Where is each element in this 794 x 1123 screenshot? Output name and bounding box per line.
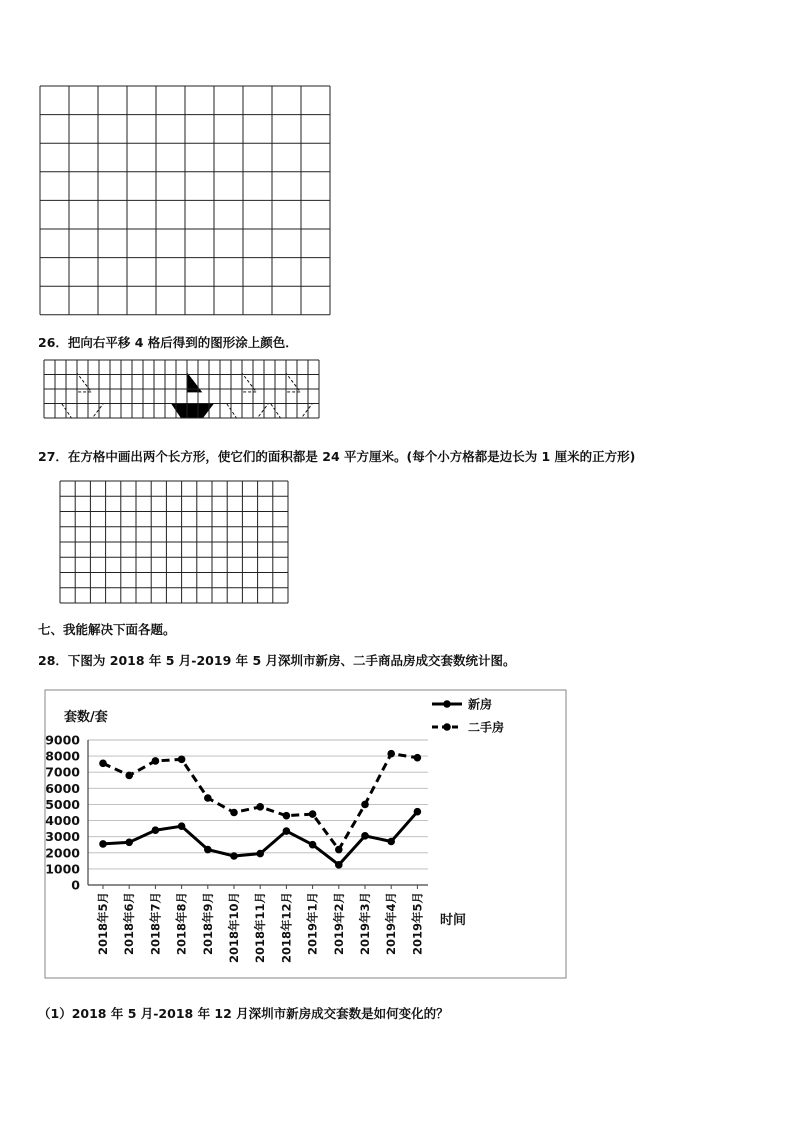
x-tick-label: 2019年5月	[410, 892, 425, 956]
y-tick-label: 2000	[45, 845, 80, 861]
legend-label-2: 二手房	[468, 720, 505, 735]
question-26-text: 26．把向右平移 4 格后得到的图形涂上颜色．	[38, 335, 298, 350]
y-tick-label: 9000	[45, 732, 80, 748]
legend-label-1: 新房	[468, 697, 493, 712]
y-tick-label: 7000	[45, 764, 80, 780]
series-1-point	[361, 832, 369, 840]
series-2-point	[309, 810, 317, 818]
x-tick-label: 2019年4月	[384, 892, 399, 956]
series-2-point	[152, 757, 160, 765]
question-28-text: 28．下图为 2018 年 5 月-2019 年 5 月深圳市新房、二手商品房成交套数统计图。	[38, 653, 516, 668]
series-1-point	[335, 861, 343, 869]
series-1-point	[414, 808, 422, 816]
series-2-point	[204, 794, 212, 802]
y-axis-title: 套数/套	[64, 710, 108, 725]
series-1-point	[178, 822, 186, 830]
x-tick-label: 2018年9月	[200, 892, 215, 956]
y-tick-label: 8000	[45, 748, 80, 764]
legend-marker-2	[443, 723, 451, 731]
y-tick-label: 0	[71, 877, 80, 893]
series-1-point	[99, 840, 107, 848]
y-tick-label: 6000	[45, 780, 80, 796]
series-1-point	[204, 846, 212, 854]
series-2-point	[414, 754, 422, 762]
x-tick-label: 2019年3月	[358, 892, 372, 956]
series-1-point	[387, 838, 395, 846]
series-2-point	[387, 750, 395, 758]
series-1-point	[152, 826, 160, 834]
x-tick-label: 2018年8月	[174, 892, 189, 956]
question-27-text: 27．在方格中画出两个长方形，使它们的面积都是 24 平方厘米。(每个小方格都是边长为 1 厘米的正方形)	[38, 449, 636, 464]
series-1-point	[256, 850, 264, 858]
x-tick-label: 2019年2月	[331, 892, 346, 956]
legend-marker-1	[443, 700, 451, 708]
x-tick-label: 2018年7月	[148, 892, 163, 956]
series-2-point	[178, 756, 186, 764]
series-2-point	[125, 772, 133, 780]
series-1-point	[230, 852, 238, 860]
series-2-point	[361, 801, 369, 809]
series-2-point	[283, 812, 291, 820]
x-tick-label: 2018年11月	[253, 892, 268, 964]
question-28-sub-1: （1）2018 年 5 月-2018 年 12 月深圳市新房成交套数是如何变化的？	[38, 1006, 449, 1021]
y-tick-label: 4000	[45, 813, 80, 829]
series-2-point	[230, 809, 238, 817]
x-tick-label: 2018年10月	[227, 892, 241, 964]
y-tick-label: 3000	[45, 829, 80, 845]
x-tick-label: 2018年5月	[96, 892, 110, 956]
series-2-point	[335, 846, 343, 854]
x-tick-label: 2019年1月	[305, 892, 320, 956]
y-tick-label: 1000	[45, 861, 80, 877]
series-1-point	[125, 839, 133, 847]
series-1-point	[309, 841, 317, 849]
section-7-heading: 七、我能解决下面各题。	[38, 622, 176, 637]
series-2-point	[256, 803, 264, 811]
series-2-point	[99, 760, 107, 768]
y-tick-label: 5000	[45, 796, 80, 812]
x-tick-label: 2018年6月	[122, 892, 137, 956]
x-tick-label: 2018年12月	[279, 892, 294, 964]
series-1-point	[283, 827, 291, 835]
x-axis-title: 时间	[440, 913, 467, 928]
